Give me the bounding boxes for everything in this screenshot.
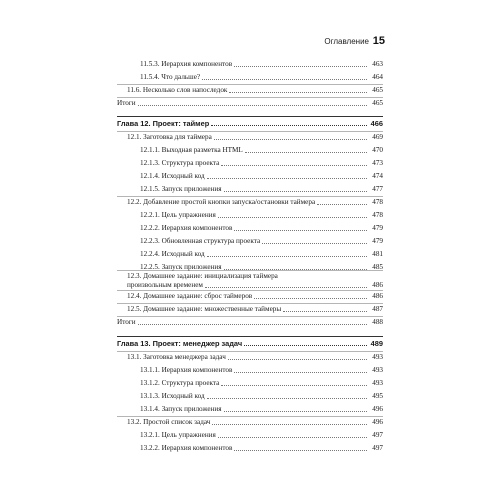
toc-entry-label: Итоги xyxy=(117,99,136,107)
toc-entry-page: 474 xyxy=(372,172,383,180)
toc-entry[interactable] xyxy=(0,444,383,453)
toc-entry-label: 13.2.1. Цель упражнения xyxy=(140,431,216,439)
toc-entry[interactable] xyxy=(0,318,383,327)
toc-entry-label: 12.1.5. Запуск приложения xyxy=(140,185,222,193)
toc-entry[interactable] xyxy=(0,237,383,246)
leader-dots xyxy=(221,159,367,166)
toc-entry[interactable] xyxy=(0,86,383,95)
toc-entry[interactable] xyxy=(0,392,383,401)
toc-entry[interactable] xyxy=(0,366,383,375)
toc-divider xyxy=(117,196,383,197)
toc-entry-label: 12.3. Домашнее задание: инициализация таймера xyxy=(127,272,278,280)
toc-divider xyxy=(117,316,383,317)
toc-entry-page: 488 xyxy=(372,318,383,326)
toc-entry[interactable] xyxy=(0,405,383,414)
toc-entry[interactable] xyxy=(0,431,383,440)
toc-entry-label: 12.1. Заготовка для таймера xyxy=(127,133,212,141)
toc-entry[interactable] xyxy=(0,99,383,108)
leader-dots xyxy=(283,305,367,312)
toc-entry[interactable] xyxy=(0,418,383,427)
toc-entry-label: 13.1.3. Исходный код xyxy=(140,392,205,400)
toc-entry[interactable] xyxy=(0,224,383,233)
toc-entry-label: 11.6. Несколько слов напоследок xyxy=(127,86,228,94)
toc-entry-label: 12.1.4. Исходный код xyxy=(140,172,205,180)
leader-dots xyxy=(224,405,367,412)
leader-dots xyxy=(254,292,367,299)
toc-entry-label: 13.2.2. Иерархия компонентов xyxy=(140,444,233,452)
toc-entry-label: 13.1.2. Структура проекта xyxy=(140,379,220,387)
toc-entry[interactable] xyxy=(0,159,383,168)
toc-entry-page: 477 xyxy=(372,185,383,193)
toc-entry-label: 11.5.3. Иерархия компонентов xyxy=(140,60,233,68)
leader-dots xyxy=(224,185,367,192)
leader-dots xyxy=(221,379,367,386)
toc-entry-page: 495 xyxy=(372,392,383,400)
leader-dots xyxy=(202,73,367,80)
toc-entry-label: 12.4. Домашнее задание: сброс таймеров xyxy=(127,292,253,300)
page-number: 15 xyxy=(372,35,385,47)
toc-entry-page: 465 xyxy=(372,86,383,94)
leader-dots xyxy=(138,318,367,325)
leader-dots xyxy=(214,133,367,140)
toc-divider xyxy=(117,97,383,98)
toc-entry[interactable] xyxy=(0,73,383,82)
leader-dots xyxy=(205,281,367,288)
toc-entry-page: 479 xyxy=(372,237,383,245)
leader-dots xyxy=(317,198,367,205)
toc-entry-page: 465 xyxy=(372,99,383,107)
toc-entry[interactable] xyxy=(0,198,383,207)
toc-entry[interactable] xyxy=(0,292,383,301)
toc-entry[interactable] xyxy=(0,172,383,181)
toc-divider xyxy=(117,290,383,291)
leader-dots xyxy=(234,224,367,231)
toc-entry-label: Итоги xyxy=(117,318,136,326)
toc-entry-label: 12.2.3. Обновленная структура проекта xyxy=(140,237,261,245)
leader-dots xyxy=(229,86,367,93)
leader-dots xyxy=(234,60,367,67)
toc-entry[interactable] xyxy=(127,272,383,290)
toc-entry-page: 469 xyxy=(372,133,383,141)
toc-entry[interactable] xyxy=(0,60,383,69)
leader-dots xyxy=(211,119,367,126)
running-header-title: Оглавление xyxy=(324,37,369,46)
toc-divider xyxy=(117,351,383,352)
toc-divider xyxy=(117,84,383,85)
toc-entry-page: 493 xyxy=(372,379,383,387)
toc-entry[interactable] xyxy=(0,305,383,314)
toc-entry-page: 470 xyxy=(372,146,383,154)
leader-dots xyxy=(138,99,367,106)
toc-entry-page: 497 xyxy=(372,444,383,452)
leader-dots xyxy=(207,392,367,399)
toc-entry-label: Глава 13. Проект: менеджер задач xyxy=(117,339,243,348)
toc-entry-page: 464 xyxy=(372,73,383,81)
toc-divider xyxy=(117,336,383,337)
leader-dots xyxy=(224,263,367,270)
toc-entry-page: 486 xyxy=(372,292,383,300)
leader-dots xyxy=(262,237,367,244)
toc-entry-label: 12.5. Домашнее задание: множественные таймеры xyxy=(127,305,282,313)
leader-dots xyxy=(234,444,367,451)
toc-entry[interactable] xyxy=(0,146,383,155)
toc-divider xyxy=(117,131,383,132)
toc-entry-page: 466 xyxy=(370,119,383,128)
leader-dots xyxy=(228,353,367,360)
toc-entry-label-continued: произвольным временем xyxy=(127,281,203,289)
toc-entry-label: 12.2.2. Иерархия компонентов xyxy=(140,224,233,232)
leader-dots xyxy=(218,431,367,438)
toc-entry[interactable] xyxy=(0,379,383,388)
toc-entry[interactable] xyxy=(0,263,383,272)
leader-dots xyxy=(207,250,367,257)
toc-entry-page: 497 xyxy=(372,431,383,439)
toc-entry-label: 12.1.1. Выходная разметка HTML xyxy=(140,146,243,154)
toc-entry-page: 489 xyxy=(370,339,383,348)
leader-dots xyxy=(207,172,367,179)
leader-dots xyxy=(245,146,367,153)
toc-entry[interactable] xyxy=(0,185,383,194)
toc-entry-label: 13.2. Простой список задач xyxy=(127,418,211,426)
toc-entry-label: 13.1.1. Иерархия компонентов xyxy=(140,366,233,374)
toc-entry-label: 12.2.5. Запуск приложения xyxy=(140,263,222,271)
toc-entry-label: Глава 12. Проект: таймер xyxy=(117,119,210,128)
toc-divider xyxy=(117,416,383,417)
toc-entry-page: 485 xyxy=(372,263,383,271)
toc-entry-page: 463 xyxy=(372,60,383,68)
toc-divider xyxy=(117,116,383,117)
toc-entry-page: 496 xyxy=(372,418,383,426)
leader-dots xyxy=(218,211,367,218)
toc-entry-page: 493 xyxy=(372,366,383,374)
toc-entry-page: 486 xyxy=(372,281,383,289)
toc-entry-page: 481 xyxy=(372,250,383,258)
toc-entry-page: 473 xyxy=(372,159,383,167)
toc-entry[interactable] xyxy=(0,211,383,220)
toc-divider xyxy=(117,303,383,304)
toc-entry[interactable] xyxy=(0,353,383,362)
toc-entry-page: 478 xyxy=(372,198,383,206)
toc-entry-page: 478 xyxy=(372,211,383,219)
toc-entry[interactable] xyxy=(0,133,383,142)
toc-entry-label: 12.1.3. Структура проекта xyxy=(140,159,220,167)
leader-dots xyxy=(244,339,367,346)
toc-entry-label: 11.5.4. Что дальше? xyxy=(140,73,201,81)
toc-entry-label: 13.1. Заготовка менеджера задач xyxy=(127,353,226,361)
toc-entry-page: 496 xyxy=(372,405,383,413)
leader-dots xyxy=(212,418,367,425)
toc-entry-label: 12.2. Добавление простой кнопки запуска/остановки таймера xyxy=(127,198,316,206)
toc-entry-label: 12.2.1. Цель упражнения xyxy=(140,211,216,219)
toc-entry-page: 493 xyxy=(372,353,383,361)
toc-entry-label: 12.2.4. Исходный код xyxy=(140,250,205,258)
toc-chapter-entry[interactable] xyxy=(0,339,383,348)
toc-entry-label: 13.1.4. Запуск приложения xyxy=(140,405,222,413)
toc-chapter-entry[interactable] xyxy=(0,119,383,128)
toc-entry-page: 479 xyxy=(372,224,383,232)
toc-entry-page: 487 xyxy=(372,305,383,313)
leader-dots xyxy=(234,366,367,373)
toc-entry[interactable] xyxy=(0,250,383,259)
